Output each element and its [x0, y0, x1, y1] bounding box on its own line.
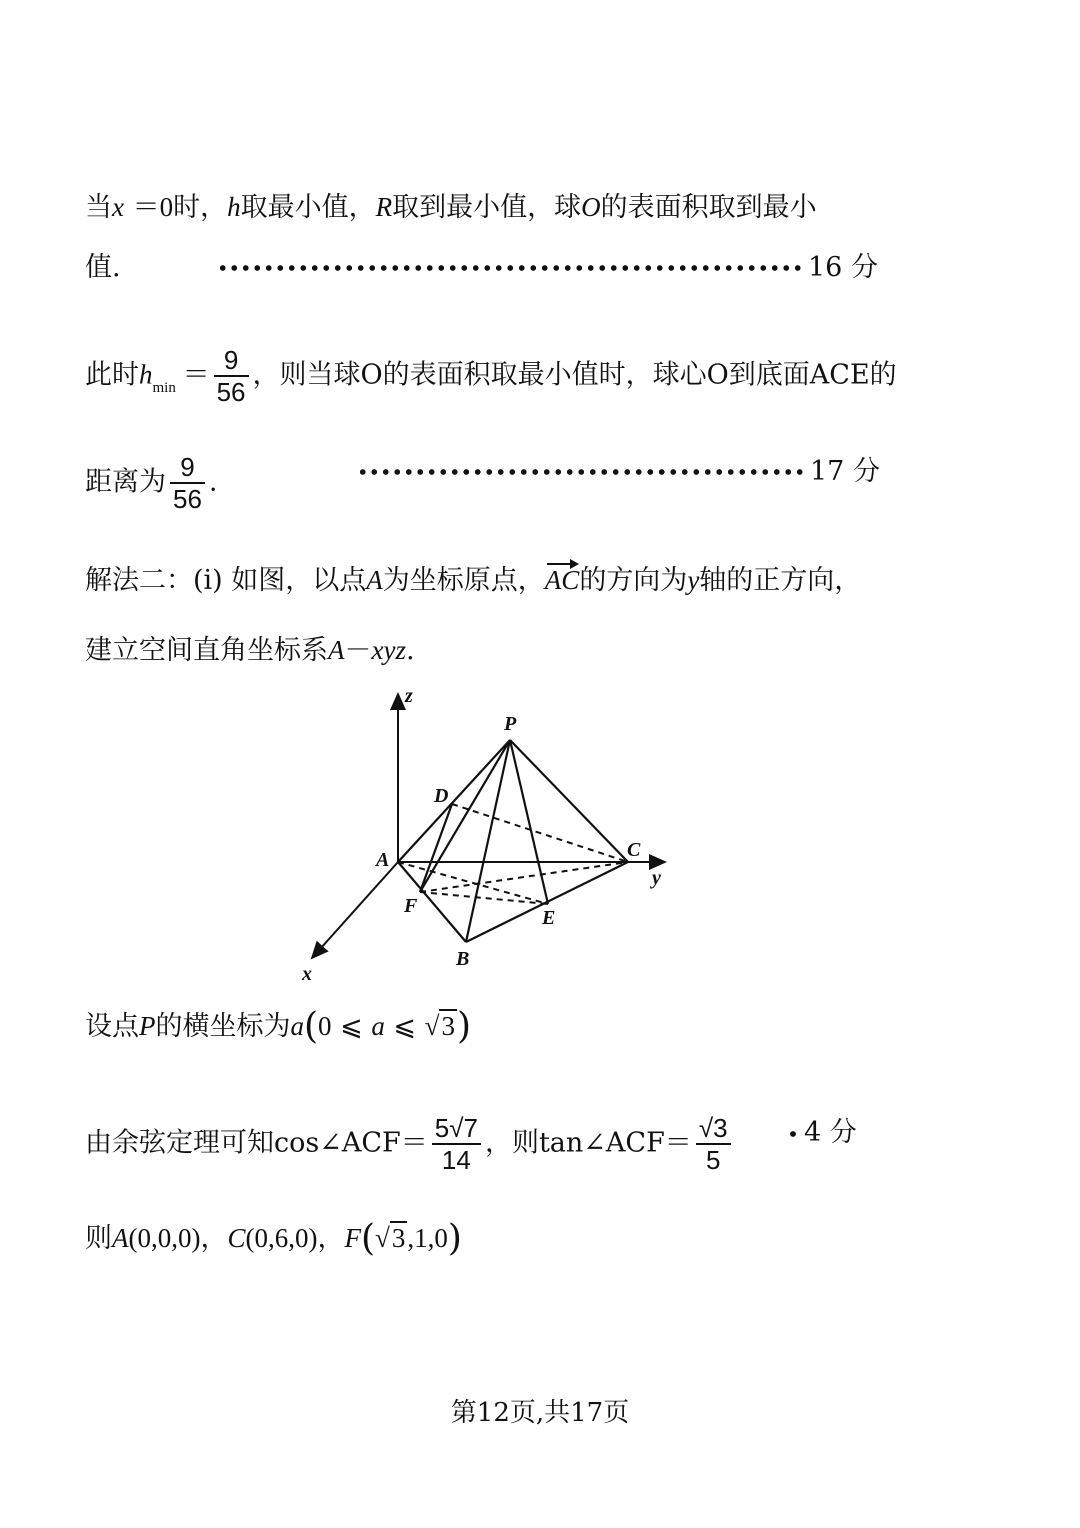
fraction-hmin-num: 9	[214, 345, 249, 377]
page-footer: 第12页,共17页	[450, 1398, 630, 1428]
dot-leader-3	[787, 1131, 799, 1137]
fraction-distance-num: 9	[170, 452, 205, 484]
label-C: C	[627, 839, 641, 861]
score-16: 16 分	[808, 252, 878, 283]
text-line-9: 则A(0,0,0)，C(0,6,0)，F(√3,1,0)	[85, 1218, 462, 1259]
text-line-8	[85, 1113, 735, 1175]
label-P: P	[504, 713, 517, 735]
edge-PE	[510, 740, 548, 904]
dot-leader-1	[217, 265, 801, 271]
score-17: 17 分	[810, 456, 880, 487]
text-line-6: 建立空间直角坐标系A－xyz.	[85, 635, 415, 666]
label-D: D	[434, 785, 449, 807]
score-4: 4 分	[804, 1117, 857, 1148]
edge-AP	[398, 740, 510, 862]
label-y: y	[652, 867, 661, 889]
fraction-tan-num: √3	[696, 1113, 731, 1145]
text-line-5: 解法二：(i) 如图，以点A为坐标原点，AC的方向为y轴的正方向，	[85, 560, 861, 601]
edge-PF	[420, 740, 510, 892]
fraction-cos-den: 14	[441, 1145, 471, 1175]
label-E: E	[542, 907, 556, 929]
line-8-prefix: 由余弦定理可知cos∠ACF＝	[85, 1127, 428, 1159]
fraction-distance-den: 56	[173, 484, 202, 514]
edge-PC	[510, 740, 628, 862]
dot-leader-2	[357, 469, 803, 475]
label-F: F	[404, 895, 418, 917]
fraction-distance	[170, 452, 205, 514]
fraction-hmin	[214, 345, 249, 407]
label-B: B	[456, 948, 470, 970]
label-A: A	[376, 849, 390, 871]
label-x: x	[302, 963, 312, 985]
edge-PB	[466, 740, 510, 942]
line-3-prefix: 此时	[85, 359, 139, 391]
line-4-prefix: 距离为	[85, 466, 166, 498]
pyramid-figure	[290, 680, 690, 990]
fraction-tan	[696, 1113, 731, 1175]
x-axis	[312, 862, 398, 958]
fraction-cos-num: 5√7	[432, 1113, 481, 1145]
edge-AE	[398, 862, 548, 904]
edge-BC	[466, 862, 628, 942]
fraction-tan-den: 5	[705, 1145, 721, 1175]
edge-DC	[452, 804, 628, 862]
fraction-cos	[432, 1113, 481, 1175]
line-8-middle: ，则tan∠ACF＝	[484, 1127, 692, 1159]
text-line-7: 设点P的横坐标为a(0 ⩽ a ⩽ √3)	[85, 1006, 472, 1047]
text-line-2: 值.	[85, 252, 121, 283]
fraction-hmin-den: 56	[216, 377, 246, 407]
text-line-4: 距离为 $\frac{9}{56}$ .	[85, 452, 218, 514]
text-line-1: 当x ＝0时，h取最小值，R取到最小值，球O的表面积取到最小	[85, 192, 817, 223]
line-3-suffix: ，则当球O的表面积取最小值时，球心O到底面ACE的	[252, 359, 897, 391]
label-z: z	[405, 685, 413, 707]
text-line-3: 此时$h_{min}$ ＝ $\frac{9}{56}$ ，则当球O的表面积取最小值时，球心O到底面ACE的	[85, 345, 897, 407]
